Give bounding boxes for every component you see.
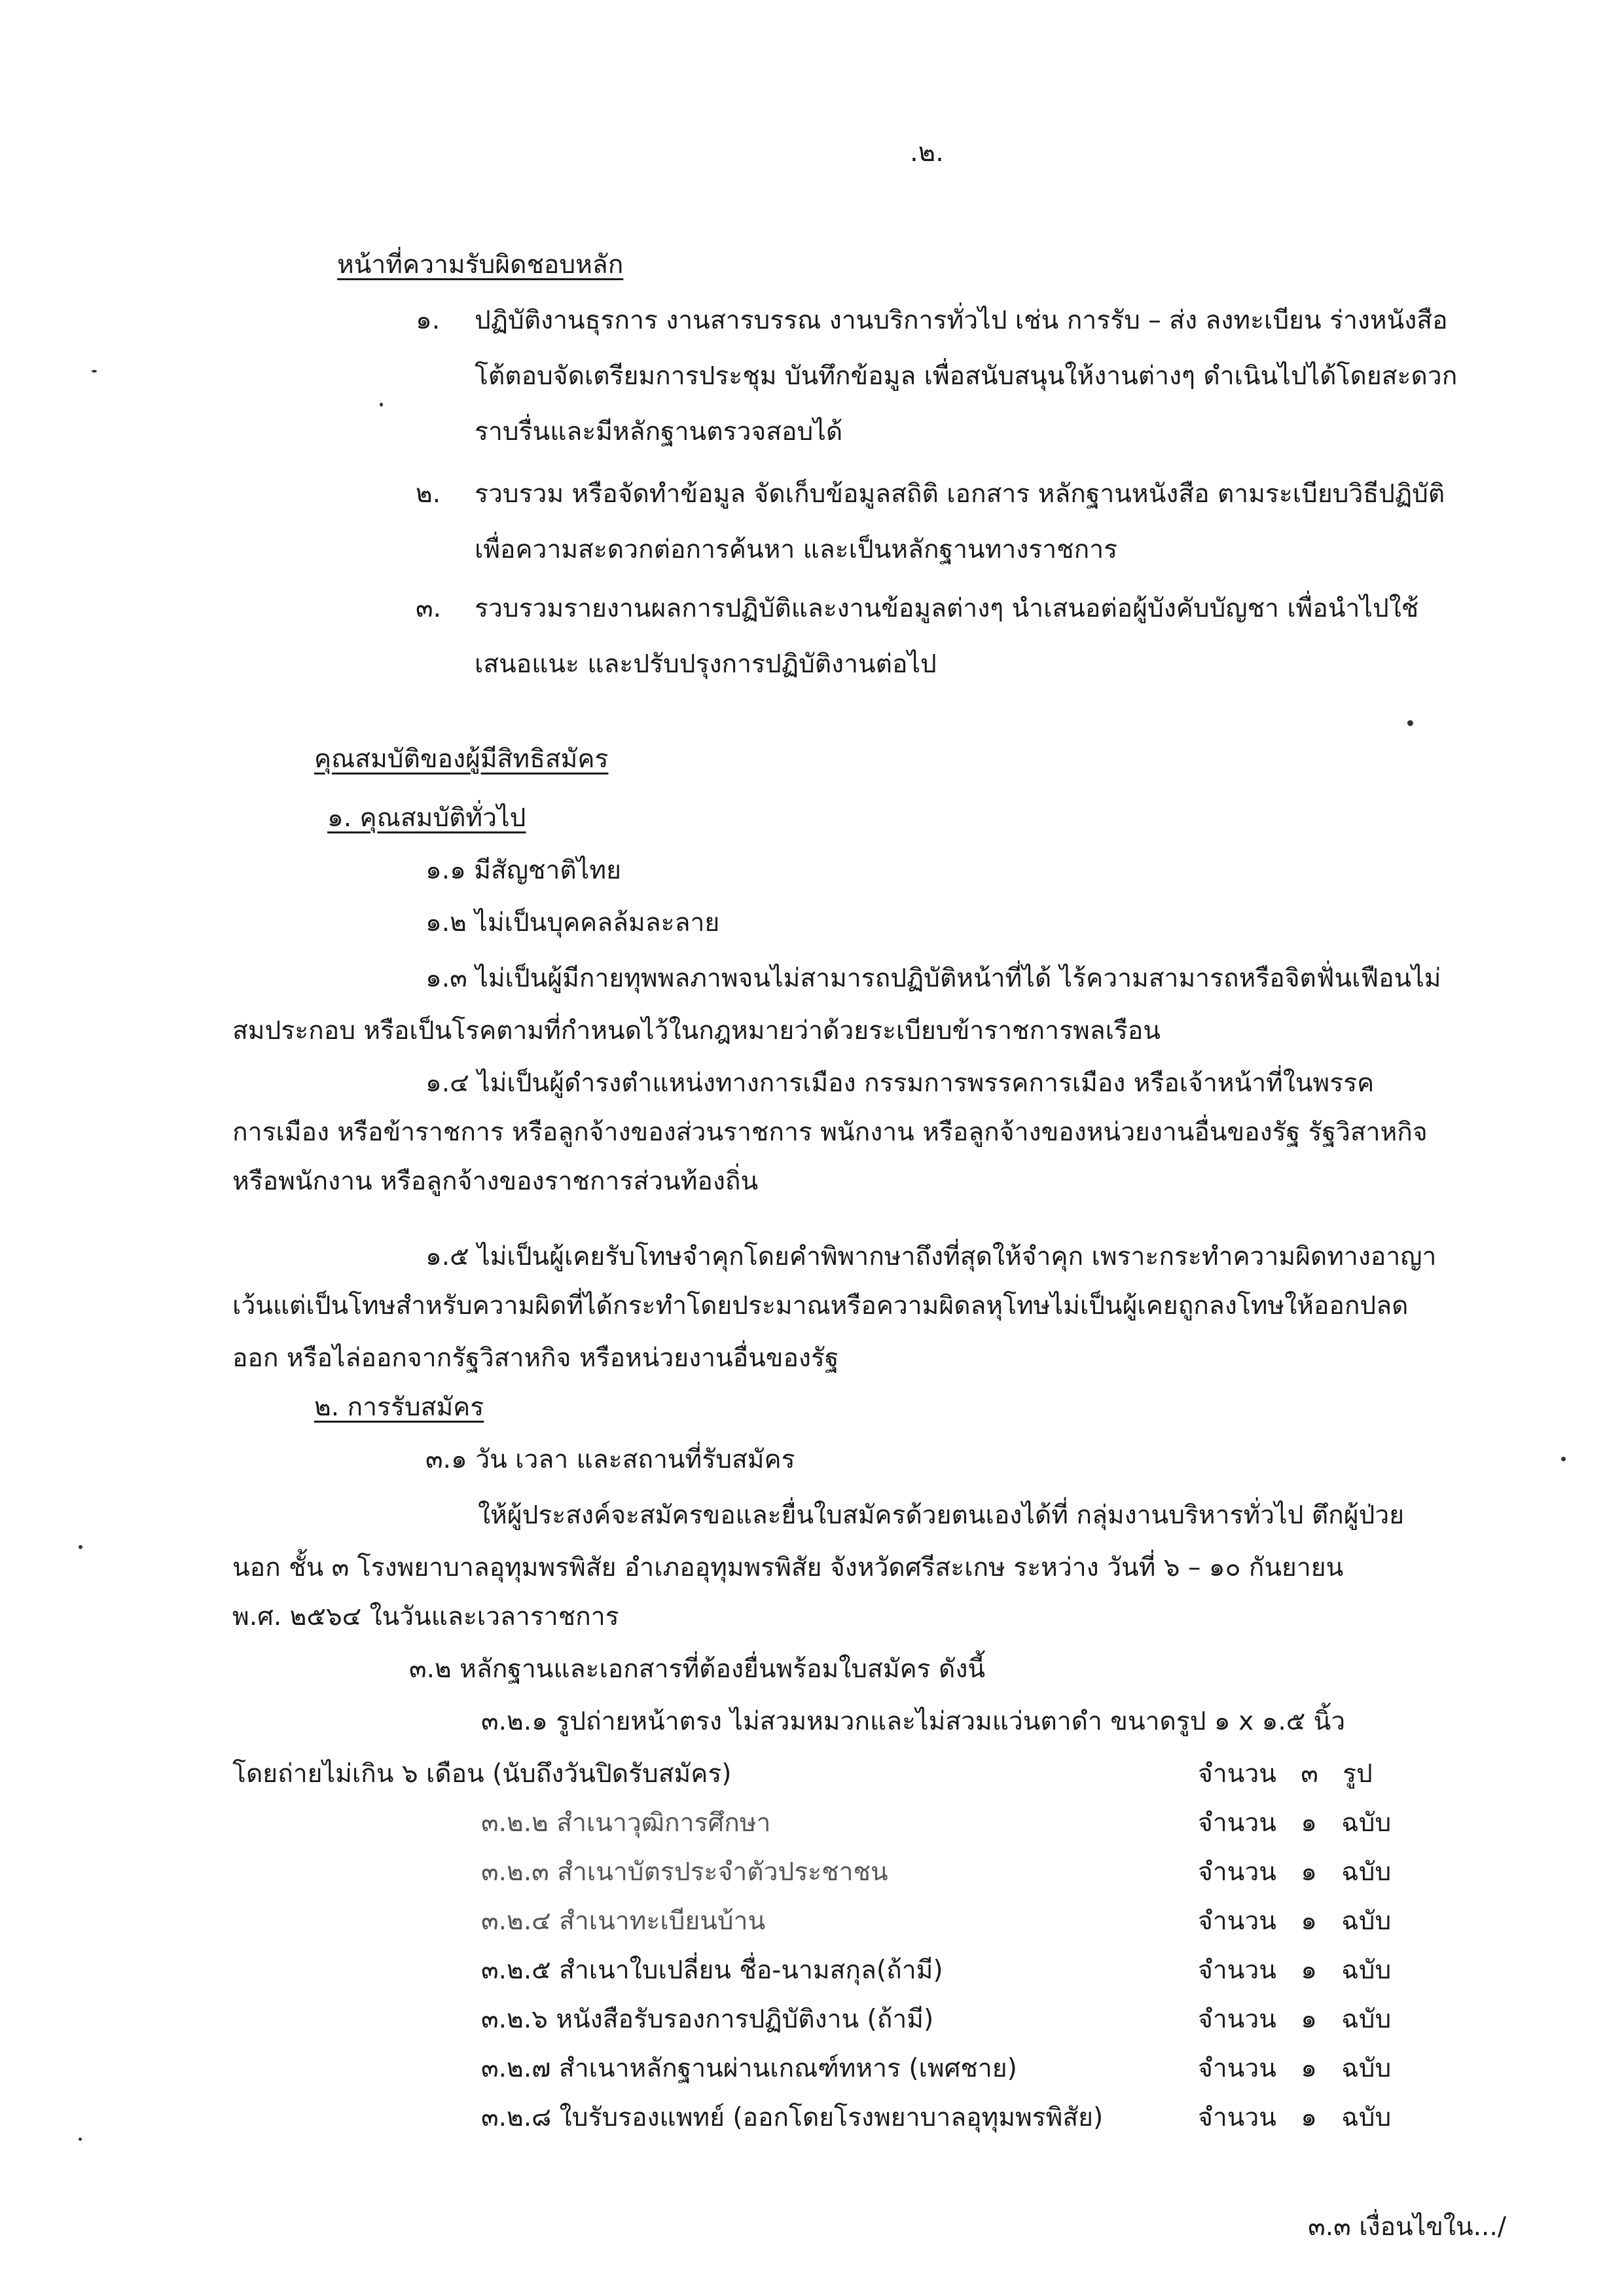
document-item: ๓.๒.๑ รูปถ่ายหน้าตรง ไม่สวมหมวกและไม่สวมแว่นตาดำ ขนาดรูป ๑ x ๑.๕ นิ้ว — [481, 1707, 1346, 1736]
item-text-continued: เพื่อความสะดวกต่อการค้นหา และเป็นหลักฐานทางราชการ — [475, 535, 1118, 564]
document-item-label: ๓.๒.๘ ใบรับรองแพทย์ (ออกโดยโรงพยาบาลอุทุมพรพิสัย) — [481, 2103, 1104, 2132]
list-item — [416, 301, 1448, 340]
quantity-unit: รูป — [1343, 1759, 1373, 1789]
quantity-word: จำนวน — [1198, 1906, 1276, 1936]
document-item-label: โดยถ่ายไม่เกิน ๖ เดือน (นับถึงวันปิดรับสมัคร) — [232, 1759, 732, 1789]
qualification-item: ๑.๕ ไม่เป็นผู้เคยรับโทษจำคุกโดยคำพิพากษาถึงที่สุดให้จำคุก เพราะกระทำความผิดทางอาญา — [425, 1242, 1437, 1271]
qualification-item: ๑.๓ ไม่เป็นผู้มีกายทุพพลภาพจนไม่สามารถปฏิบัติหน้าที่ได้ ไร้ความสามารถหรือจิตฟั่นเฟือนไม่ — [425, 964, 1441, 993]
quantity-number: ๑ — [1301, 1906, 1317, 1936]
quantity-unit: ฉบับ — [1341, 2103, 1392, 2132]
item-number: ๒. — [416, 479, 441, 509]
quantity-unit: ฉบับ — [1341, 2054, 1392, 2083]
item-text-continued: โต้ตอบจัดเตรียมการประชุม บันทึกข้อมูล เพื่อสนับสนุนให้งานต่างๆ ดำเนินไปได้โดยสะดวก — [475, 361, 1458, 391]
document-quantity — [1198, 2000, 1391, 2039]
quantity-word: จำนวน — [1198, 1956, 1276, 1985]
subsection-title: ๓.๒ หลักฐานและเอกสารที่ต้องยื่นพร้อมใบสมัคร ดังนี้ — [409, 1654, 986, 1684]
list-item — [416, 589, 1418, 629]
item-text: ปฏิบัติงานธุรการ งานสารบรรณ งานบริการทั่วไป เช่น การรับ – ส่ง ลงทะเบียน ร่างหนังสือ — [475, 306, 1448, 335]
paragraph-line: พ.ศ. ๒๕๖๔ ในวันและเวลาราชการ — [232, 1602, 619, 1631]
list-item — [416, 475, 1445, 514]
subsection-title: ๓.๑ วัน เวลา และสถานที่รับสมัคร — [425, 1445, 795, 1474]
quantity-unit: ฉบับ — [1341, 1906, 1392, 1936]
document-item-label: ๓.๒.๔ สำเนาทะเบียนบ้าน — [481, 1906, 766, 1936]
qualification-item: ๑.๔ ไม่เป็นผู้ดำรงตำแหน่งทางการเมือง กรรมการพรรคการเมือง หรือเจ้าหน้าที่ในพรรค — [425, 1068, 1375, 1098]
document-quantity — [1198, 1951, 1391, 1990]
quantity-word: จำนวน — [1198, 1857, 1276, 1887]
qualification-item-continued: หรือพนักงาน หรือลูกจ้างของราชการส่วนท้องถิ่น — [232, 1167, 759, 1196]
quantity-unit: ฉบับ — [1341, 1857, 1392, 1887]
document-quantity — [1198, 1804, 1391, 1843]
paragraph-line: นอก ชั้น ๓ โรงพยาบาลอุทุมพรพิสัย อำเภออุทุมพรพิสัย จังหวัดศรีสะเกษ ระหว่าง วันที่ ๖ – ๑๐ กันยายน — [232, 1553, 1344, 1582]
document-item-label: ๓.๒.๖ หนังสือรับรองการปฏิบัติงาน (ถ้ามี) — [481, 2005, 934, 2034]
document-item-label: ๓.๒.๕ สำเนาใบเปลี่ยน ชื่อ-นามสกุล(ถ้ามี) — [481, 1956, 943, 1985]
document-quantity — [1198, 1902, 1391, 1941]
continuation-note: ๓.๓ เงื่อนไขใน.../ — [1308, 2212, 1506, 2242]
quantity-unit: ฉบับ — [1341, 1808, 1392, 1838]
scan-speck — [79, 1545, 82, 1549]
scan-speck — [1561, 1457, 1566, 1461]
quantity-word: จำนวน — [1198, 2054, 1276, 2083]
section-heading-responsibilities: หน้าที่ความรับผิดชอบหลัก — [337, 250, 624, 280]
quantity-number: ๑ — [1301, 1808, 1317, 1838]
paragraph-line: ให้ผู้ประสงค์จะสมัครขอและยื่นใบสมัครด้วยตนเองได้ที่ กลุ่มงานบริหารทั่วไป ตึกผู้ป่วย — [478, 1501, 1405, 1530]
quantity-number: ๑ — [1301, 2054, 1317, 2083]
quantity-number: ๑ — [1301, 1956, 1317, 1985]
item-number: ๓. — [416, 594, 442, 623]
subheading-general-qualifications: ๑. คุณสมบัติทั่วไป — [327, 803, 526, 833]
qualification-item-continued: การเมือง หรือข้าราชการ หรือลูกจ้างของส่วนราชการ พนักงาน หรือลูกจ้างของหน่วยงานอื่นของรัฐ รัฐวิสาหกิจ — [232, 1118, 1428, 1147]
document-item-label: ๓.๒.๓ สำเนาบัตรประจำตัวประชาชน — [481, 1857, 888, 1887]
page-number: .๒. — [910, 137, 944, 168]
quantity-word: จำนวน — [1198, 2103, 1276, 2132]
document-quantity — [1198, 1853, 1391, 1892]
document-item-label: ๓.๒.๗ สำเนาหลักฐานผ่านเกณฑ์ทหาร (เพศชาย) — [481, 2054, 1017, 2083]
scan-speck — [79, 2138, 82, 2141]
quantity-word: จำนวน — [1198, 1759, 1276, 1789]
item-text-continued: เสนอแนะ และปรับปรุงการปฏิบัติงานต่อไป — [475, 649, 937, 679]
quantity-number: ๑ — [1301, 2103, 1317, 2132]
document-item-label: ๓.๒.๒ สำเนาวุฒิการศึกษา — [481, 1808, 771, 1838]
item-text: รวบรวม หรือจัดทำข้อมูล จัดเก็บข้อมูลสถิติ เอกสาร หลักฐานหนังสือ ตามระเบียบวิธีปฏิบัติ — [475, 479, 1445, 509]
qualification-item-continued: สมประกอบ หรือเป็นโรคตามที่กำหนดไว้ในกฎหมายว่าด้วยระเบียบข้าราชการพลเรือน — [232, 1016, 1161, 1046]
scan-speck — [92, 370, 97, 373]
section-heading-application: ๒. การรับสมัคร — [314, 1393, 484, 1422]
scan-speck — [1407, 720, 1413, 726]
item-text-continued: ราบรื่นและมีหลักฐานตรวจสอบได้ — [475, 417, 843, 446]
quantity-word: จำนวน — [1198, 1808, 1276, 1838]
item-text: รวบรวมรายงานผลการปฏิบัติและงานข้อมูลต่างๆ นำเสนอต่อผู้บังคับบัญชา เพื่อนำไปใช้ — [475, 594, 1419, 623]
quantity-number: ๑ — [1301, 2005, 1317, 2034]
item-number: ๑. — [416, 306, 441, 335]
quantity-unit: ฉบับ — [1341, 2005, 1392, 2034]
quantity-word: จำนวน — [1198, 2005, 1276, 2034]
quantity-unit: ฉบับ — [1341, 1956, 1392, 1985]
quantity-number: ๓ — [1301, 1759, 1318, 1789]
qualification-item: ๑.๒ ไม่เป็นบุคคลล้มละลาย — [425, 908, 720, 938]
qualification-item: ๑.๑ มีสัญชาติไทย — [425, 856, 621, 885]
qualification-item-continued: เว้นแต่เป็นโทษสำหรับความผิดที่ได้กระทำโดยประมาณหรือความผิดลหุโทษไม่เป็นผู้เคยถูกลงโทษให้ออกปลด — [232, 1291, 1409, 1321]
quantity-number: ๑ — [1301, 1857, 1317, 1887]
qualification-item-continued: ออก หรือไล่ออกจากรัฐวิสาหกิจ หรือหน่วยงานอื่นของรัฐ — [232, 1343, 839, 1373]
section-heading-qualifications: คุณสมบัติของผู้มีสิทธิสมัคร — [314, 744, 609, 774]
document-quantity — [1198, 2098, 1391, 2138]
document-quantity — [1198, 1755, 1373, 1794]
document-quantity — [1198, 2049, 1391, 2088]
scan-speck — [380, 403, 383, 407]
